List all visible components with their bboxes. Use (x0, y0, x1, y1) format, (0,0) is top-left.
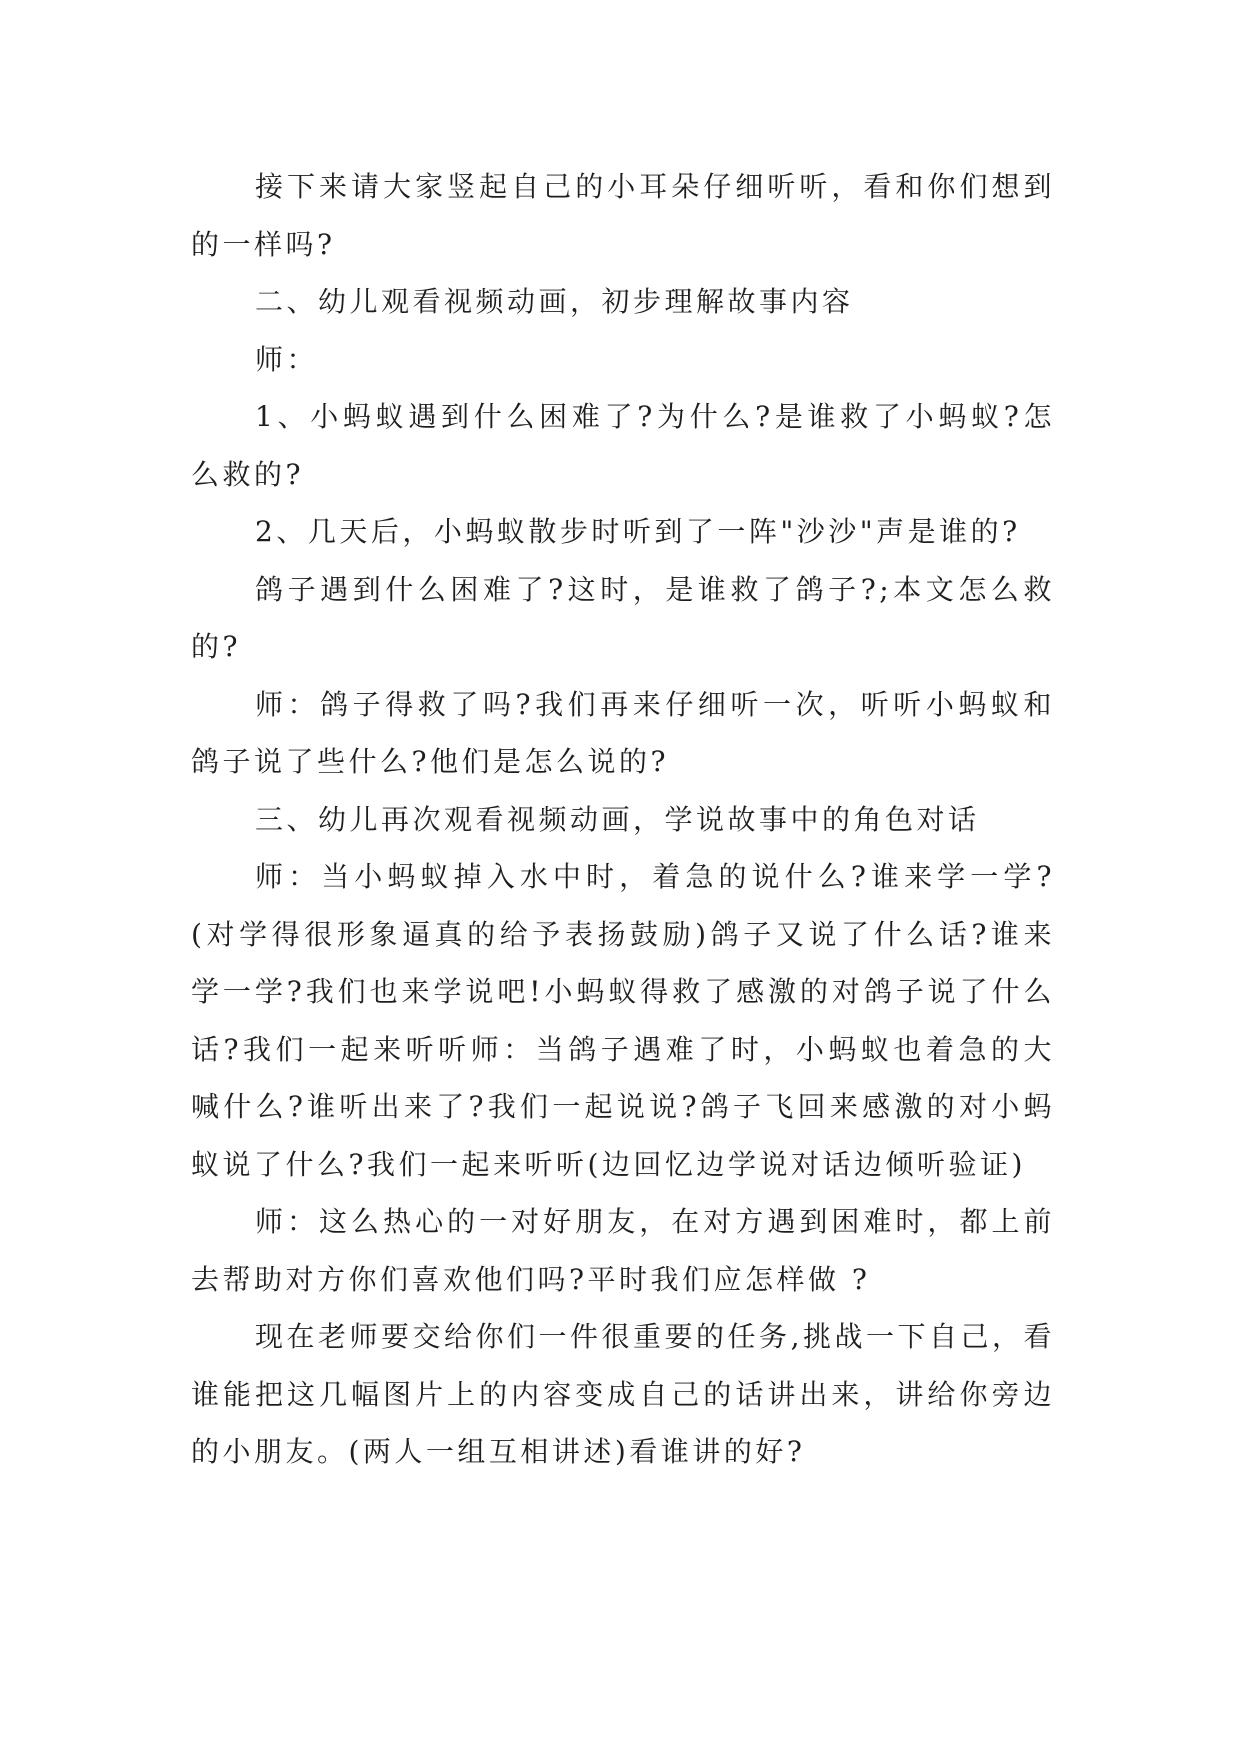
document-body (191, 158, 1055, 1481)
paragraph-pigeon-question: 鸽子遇到什么困难了?这时，是谁救了鸽子?;本文怎么救的? (191, 572, 1055, 663)
question-item-1: 1、小蚂蚁遇到什么困难了?为什么?是谁救了小蚂蚁?怎么救的? (191, 400, 1055, 491)
question-item-2: 2、几天后，小蚂蚁散步时听到了一阵"沙沙"声是谁的? (255, 515, 1021, 548)
paragraph-intro: 接下来请大家竖起自己的小耳朵仔细听听，看和你们想到的一样吗? (191, 170, 1055, 261)
section-heading-2: 二、幼儿观看视频动画，初步理解故事内容 (255, 285, 854, 318)
paragraph-task: 现在老师要交给你们一件很重要的任务,挑战一下自己，看谁能把这几幅图片上的内容变成自己的话讲出来，讲给你旁边的小朋友。(两人一组互相讲述)看谁讲的好? (191, 1320, 1055, 1468)
paragraph-friendship: 师：这么热心的一对好朋友，在对方遇到困难时，都上前去帮助对方你们喜欢他们吗?平时我们应怎样做 ? (191, 1205, 1055, 1296)
section-heading-3: 三、幼儿再次观看视频动画，学说故事中的角色对话 (255, 802, 980, 836)
paragraph-teacher-listen-again: 师：鸽子得救了吗?我们再来仔细听一次，听听小蚂蚁和鸽子说了些什么?他们是怎么说的? (191, 687, 1055, 778)
paragraph-teacher-label: 师： (255, 342, 319, 376)
paragraph-dialogue-practice: 师：当小蚂蚁掉入水中时，着急的说什么?谁来学一学?(对学得很形象逼真的给予表扬鼓励)鸽子又说了什么话?谁来学一学?我们也来学说吧!小蚂蚁得救了感激的对鸽子说了什么话?我们一起来听听师：当鸽子遇难了时，小蚂蚁也着急的大喊什么?谁听出来了?我们一起说说?鸽子飞回来感激的对小蚂蚁说了什么?我们一起来听听(边回忆边学说对话边倾听验证) (191, 860, 1055, 1181)
